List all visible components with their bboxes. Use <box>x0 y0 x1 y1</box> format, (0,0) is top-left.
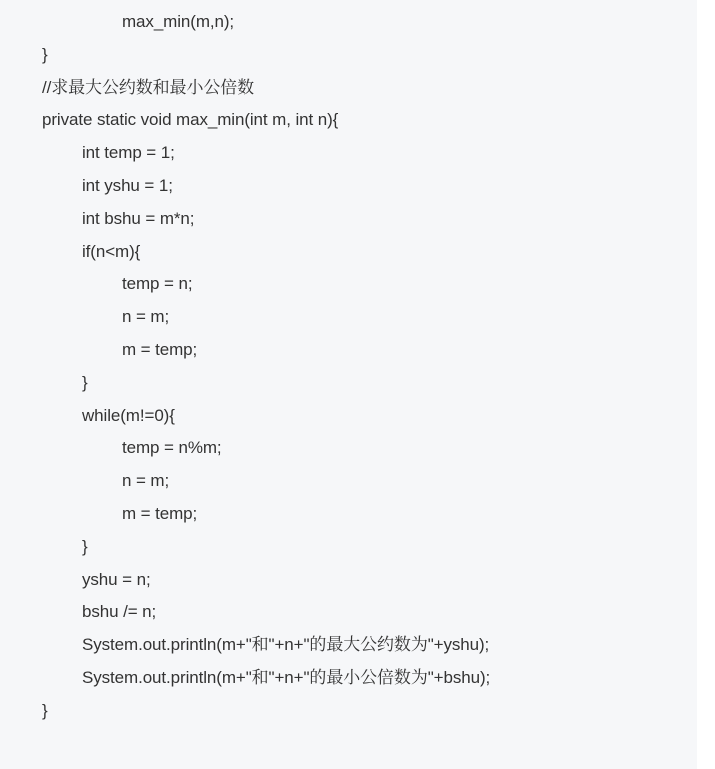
code-line-while: while(m!=0){ <box>82 405 175 425</box>
code-line-declare-yshu: int yshu = 1; <box>82 175 173 195</box>
code-line-closing-brace: } <box>82 536 88 556</box>
code-line-declare-temp: int temp = 1; <box>82 143 175 163</box>
code-line-print-gcd: System.out.println(m+"和"+n+"的最大公约数为"+yshu); <box>82 635 490 655</box>
code-line-call: max_min(m,n); <box>122 12 235 31</box>
code-line-if: if(n<m){ <box>82 241 141 261</box>
code-line-assign-yshu: yshu = n; <box>82 569 151 589</box>
code-line-method-signature: private static void max_min(int m, int n){ <box>42 110 339 130</box>
code-line-while-body: n = m; <box>122 471 170 491</box>
code-line-assign-bshu: bshu /= n; <box>82 602 157 622</box>
code-line-while-body: temp = n%m; <box>122 438 222 458</box>
code-line-while-body: m = temp; <box>122 503 198 523</box>
code-line-print-lcm: System.out.println(m+"和"+n+"的最小公倍数为"+bshu); <box>82 667 491 687</box>
code-line-closing-brace: } <box>42 700 48 720</box>
code-line-if-body: m = temp; <box>122 339 198 359</box>
code-line-if-body: temp = n; <box>122 274 193 294</box>
code-line-if-body: n = m; <box>122 307 170 327</box>
code-line-closing-brace: } <box>42 44 48 64</box>
code-line-closing-brace: } <box>82 372 88 392</box>
code-line-comment: //求最大公约数和最小公倍数 <box>42 77 255 97</box>
code-line-declare-bshu: int bshu = m*n; <box>82 208 195 228</box>
